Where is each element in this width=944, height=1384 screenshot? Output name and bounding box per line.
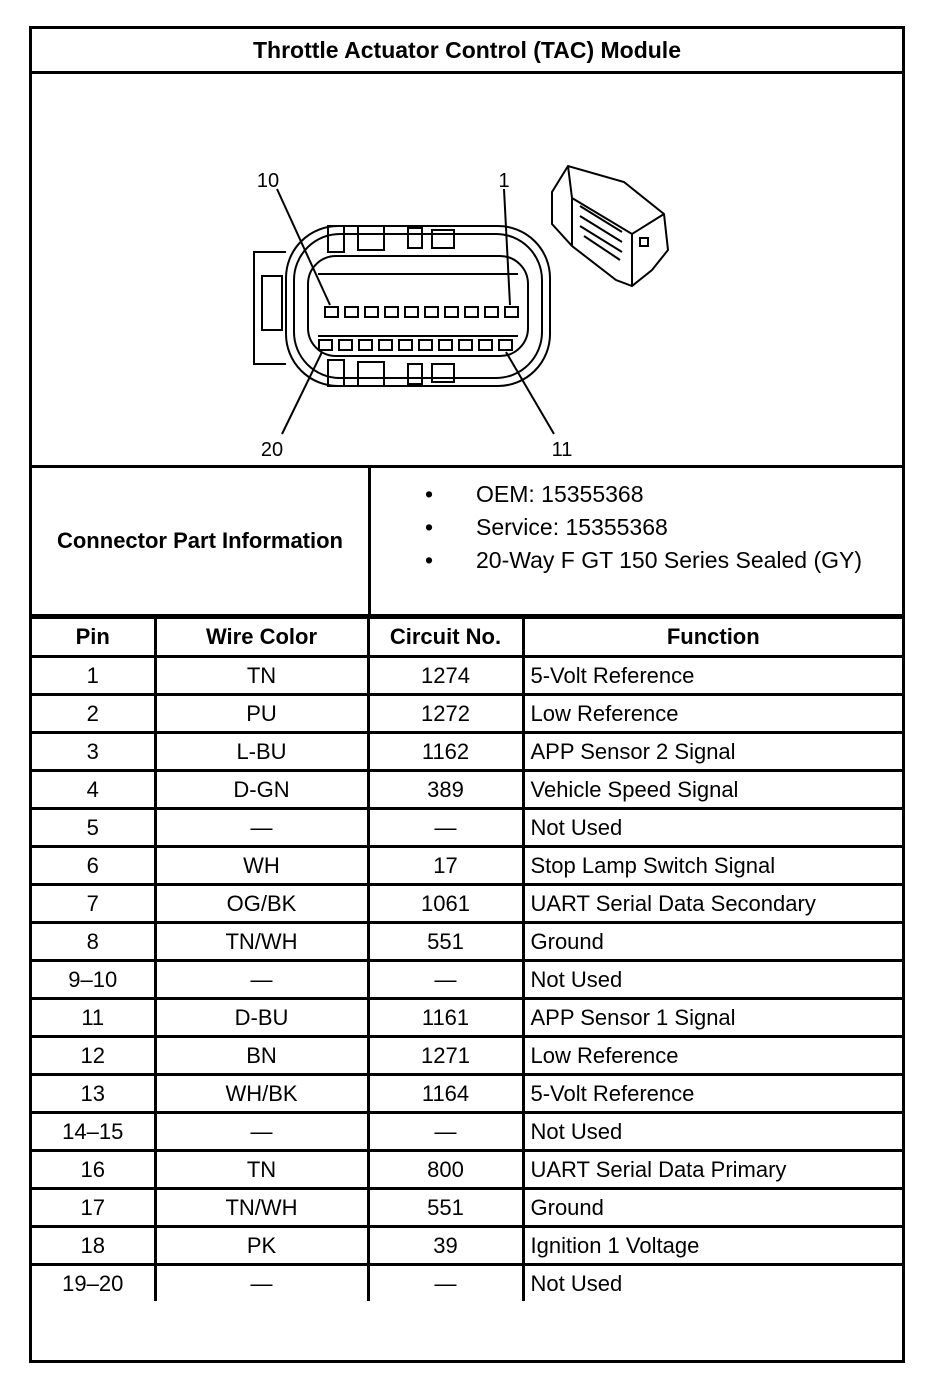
top-pin-row [325, 307, 518, 317]
table-row [32, 695, 902, 733]
table-row [32, 1037, 902, 1075]
bullet-icon: • [425, 514, 434, 540]
pin-cell: 5 [32, 809, 155, 847]
function-cell: Vehicle Speed Signal [523, 771, 902, 809]
pin-cell: 11 [32, 999, 155, 1037]
pin-cell: 16 [32, 1151, 155, 1189]
connector-part-information [32, 468, 902, 617]
circuit-cell: 551 [368, 923, 523, 961]
connector-info-list [371, 468, 902, 614]
circuit-cell: 39 [368, 1227, 523, 1265]
pin-cell: 6 [32, 847, 155, 885]
function-cell: Stop Lamp Switch Signal [523, 847, 902, 885]
connector-bottom-tab [408, 364, 422, 384]
circuit-cell: — [368, 1113, 523, 1151]
connector-3d-thumbnail [552, 166, 668, 286]
function-cell: Ignition 1 Voltage [523, 1227, 902, 1265]
circuit-cell: 17 [368, 847, 523, 885]
function-cell: UART Serial Data Secondary [523, 885, 902, 923]
connector-top-tab [358, 226, 384, 250]
table-row [32, 1075, 902, 1113]
wire-color-cell: — [155, 1265, 368, 1302]
connector-sheet [29, 26, 905, 1363]
leader-line-pin-10 [277, 189, 330, 305]
pin-label-11: 11 [551, 439, 573, 461]
function-cell: Not Used [523, 809, 902, 847]
circuit-cell: 1161 [368, 999, 523, 1037]
connector-latch-window [262, 276, 282, 330]
table-row [32, 885, 902, 923]
wire-color-cell: WH/BK [155, 1075, 368, 1113]
circuit-cell: — [368, 961, 523, 999]
wire-color-cell: OG/BK [155, 885, 368, 923]
pin-cell: 18 [32, 1227, 155, 1265]
pin-cell: 7 [32, 885, 155, 923]
column-header-circuit: Circuit No. [368, 618, 523, 657]
pinout-table [32, 616, 902, 1301]
function-cell: APP Sensor 2 Signal [523, 733, 902, 771]
pin-label-10: 10 [256, 170, 280, 192]
column-header-pin: Pin [32, 618, 155, 657]
connector-bottom-tab [432, 364, 454, 382]
function-cell: Ground [523, 923, 902, 961]
connector-top-tab [432, 230, 454, 248]
leader-line-pin-20 [282, 352, 322, 434]
pin-cell: 12 [32, 1037, 155, 1075]
circuit-cell: 1272 [368, 695, 523, 733]
bottom-pin-row [319, 340, 512, 350]
list-item: • Service: 15355368 [425, 514, 668, 540]
table-row [32, 733, 902, 771]
wire-color-cell: — [155, 809, 368, 847]
circuit-cell: 1271 [368, 1037, 523, 1075]
table-row [32, 961, 902, 999]
function-cell: Not Used [523, 1265, 902, 1302]
circuit-cell: — [368, 1265, 523, 1302]
list-item: • 20-Way F GT 150 Series Sealed (GY) [425, 547, 863, 573]
table-row [32, 923, 902, 961]
pin-cell: 13 [32, 1075, 155, 1113]
pin-cell: 17 [32, 1189, 155, 1227]
wire-color-cell: TN [155, 657, 368, 695]
table-row [32, 657, 902, 695]
pin-cell: 1 [32, 657, 155, 695]
wire-color-cell: D-BU [155, 999, 368, 1037]
wire-color-cell: PU [155, 695, 368, 733]
function-cell: Not Used [523, 961, 902, 999]
wire-color-cell: L-BU [155, 733, 368, 771]
connector-top-tab [328, 226, 344, 252]
bullet-icon: • [425, 547, 434, 573]
function-cell: 5-Volt Reference [523, 1075, 902, 1113]
pin-label-20: 20 [260, 439, 284, 461]
connector-bottom-tab [358, 362, 384, 386]
table-row [32, 847, 902, 885]
pin-cell: 14–15 [32, 1113, 155, 1151]
wire-color-cell: TN/WH [155, 923, 368, 961]
connector-diagram [32, 74, 902, 468]
wire-color-cell: PK [155, 1227, 368, 1265]
table-row [32, 1113, 902, 1151]
wire-color-cell: — [155, 1113, 368, 1151]
circuit-cell: 1061 [368, 885, 523, 923]
column-header-wire-color: Wire Color [155, 618, 368, 657]
wire-color-cell: BN [155, 1037, 368, 1075]
page-title: Throttle Actuator Control (TAC) Module [32, 29, 902, 74]
circuit-cell: 1162 [368, 733, 523, 771]
table-row [32, 1189, 902, 1227]
table-header-row [32, 618, 902, 657]
table-row [32, 771, 902, 809]
pin-cell: 9–10 [32, 961, 155, 999]
function-cell: 5-Volt Reference [523, 657, 902, 695]
table-row [32, 1151, 902, 1189]
pin-cell: 4 [32, 771, 155, 809]
circuit-cell: 1274 [368, 657, 523, 695]
connector-bottom-tab [328, 360, 344, 386]
wire-color-cell: TN/WH [155, 1189, 368, 1227]
function-cell: APP Sensor 1 Signal [523, 999, 902, 1037]
pin-cell: 2 [32, 695, 155, 733]
bullet-icon: • [425, 481, 434, 507]
function-cell: Ground [523, 1189, 902, 1227]
connector-top-tab [408, 228, 422, 248]
table-row [32, 1227, 902, 1265]
table-row [32, 1265, 902, 1302]
pin-cell: 8 [32, 923, 155, 961]
pin-cell: 3 [32, 733, 155, 771]
circuit-cell: 800 [368, 1151, 523, 1189]
leader-line-pin-1 [504, 189, 510, 305]
circuit-cell: 389 [368, 771, 523, 809]
function-cell: UART Serial Data Primary [523, 1151, 902, 1189]
wire-color-cell: — [155, 961, 368, 999]
column-header-function: Function [523, 618, 902, 657]
circuit-cell: — [368, 809, 523, 847]
function-cell: Not Used [523, 1113, 902, 1151]
table-row [32, 809, 902, 847]
wire-color-cell: TN [155, 1151, 368, 1189]
circuit-cell: 1164 [368, 1075, 523, 1113]
function-cell: Low Reference [523, 1037, 902, 1075]
connector-info-label: Connector Part Information [32, 468, 371, 614]
list-item: • OEM: 15355368 [425, 481, 644, 507]
pin-cell: 19–20 [32, 1265, 155, 1302]
circuit-cell: 551 [368, 1189, 523, 1227]
function-cell: Low Reference [523, 695, 902, 733]
table-row [32, 999, 902, 1037]
wire-color-cell: D-GN [155, 771, 368, 809]
pin-label-1: 1 [498, 170, 510, 192]
wire-color-cell: WH [155, 847, 368, 885]
connector-face-drawing [32, 74, 902, 465]
